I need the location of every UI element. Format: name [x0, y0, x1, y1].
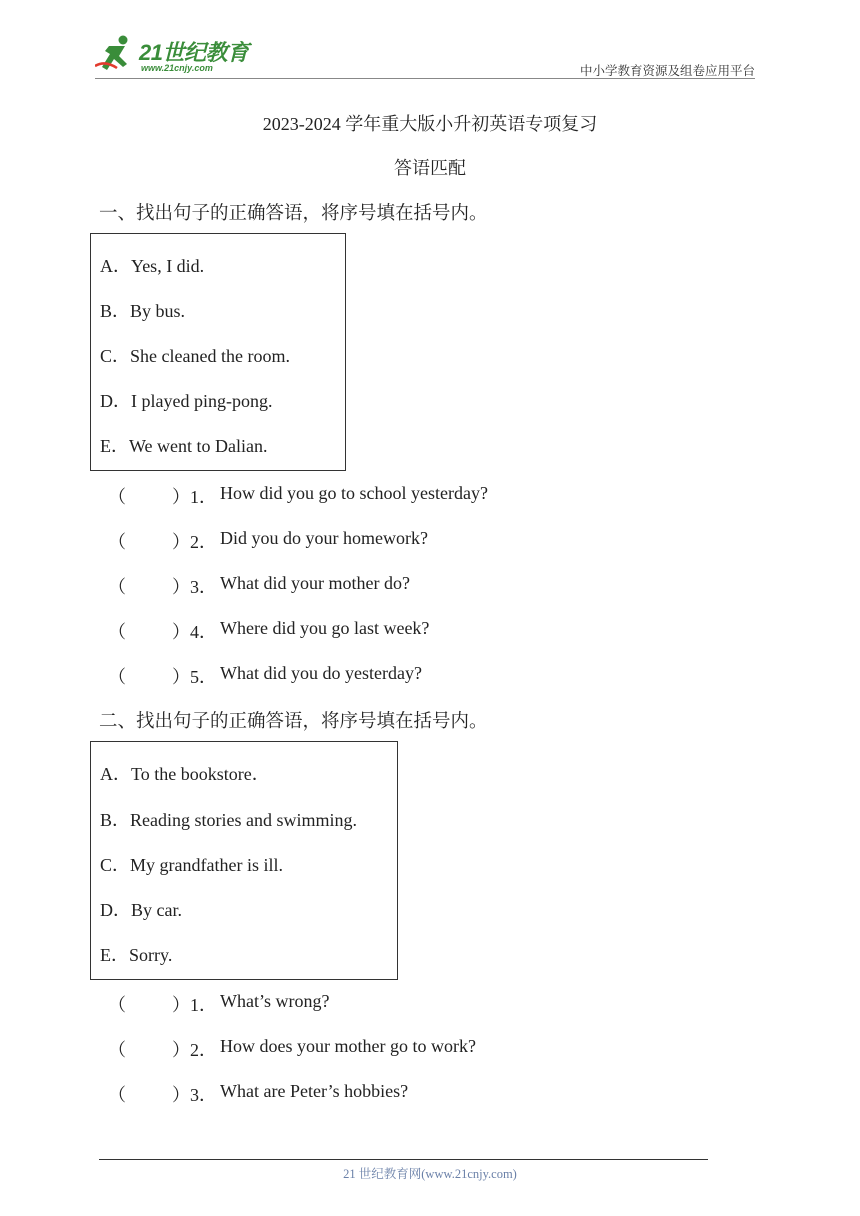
question-text: What did you do yesterday?	[220, 663, 422, 683]
question-number: 2．	[190, 1040, 217, 1060]
answer-paren-open[interactable]: （	[108, 995, 126, 1015]
answer-paren-open[interactable]: （	[108, 1040, 126, 1060]
choice-item: E．Sorry.	[100, 945, 173, 965]
question-number: 4．	[190, 622, 217, 642]
page-title: 2023-2024 学年重大版小升初英语专项复习	[262, 114, 598, 134]
answer-paren-open[interactable]: （	[108, 532, 126, 552]
site-logo	[95, 34, 265, 78]
runner-logo-icon	[95, 34, 139, 74]
choice-item: A．To the bookstore．	[100, 764, 270, 784]
answer-paren-open[interactable]: （	[108, 667, 126, 687]
choice-item: B．By bus.	[100, 301, 186, 321]
choice-item: D．I played ping-pong.	[100, 391, 273, 411]
section-2-choices-box	[90, 741, 398, 980]
section-2-heading: 二、找出句子的正确答语，将序号填在括号内。	[99, 712, 488, 732]
question-text: What did your mother do?	[220, 573, 410, 593]
logo-text: 21世纪教育	[139, 40, 249, 65]
question-text: What are Peter’s hobbies?	[220, 1081, 409, 1101]
choice-item: D．By car.	[100, 900, 182, 920]
section-1-choices-box	[90, 233, 346, 471]
question-text: Where did you go last week?	[220, 618, 430, 638]
question-text: Did you do your homework?	[220, 528, 428, 548]
section-1-heading: 一、找出句子的正确答语，将序号填在括号内。	[99, 204, 488, 224]
answer-paren-close: ）	[172, 532, 190, 552]
question-number: 5．	[190, 667, 217, 687]
question-number: 3．	[190, 577, 217, 597]
answer-paren-open[interactable]: （	[108, 487, 126, 507]
footer-divider	[99, 1159, 708, 1160]
answer-paren-open[interactable]: （	[108, 577, 126, 597]
question-number: 2．	[190, 532, 217, 552]
question-number: 1．	[190, 995, 217, 1015]
answer-paren-close: ）	[172, 1040, 190, 1060]
header-divider	[95, 78, 755, 79]
question-text: How does your mother go to work?	[220, 1036, 476, 1056]
question-text: What’s wrong?	[220, 991, 330, 1011]
answer-paren-close: ）	[172, 995, 190, 1015]
choice-item: A．Yes, I did.	[100, 256, 205, 276]
answer-paren-close: ）	[172, 1085, 190, 1105]
answer-paren-close: ）	[172, 487, 190, 507]
choice-item: E．We went to Dalian.	[100, 436, 268, 456]
logo-url: www.21cnjy.com	[141, 63, 213, 73]
choice-item: C．My grandfather is ill.	[100, 855, 283, 875]
choice-item: C．She cleaned the room.	[100, 346, 290, 366]
page-subtitle: 答语匹配	[394, 158, 466, 178]
platform-text: 中小学教育资源及组卷应用平台	[579, 64, 755, 78]
answer-paren-open[interactable]: （	[108, 1085, 126, 1105]
answer-paren-close: ）	[172, 667, 190, 687]
footer-link[interactable]: 21 世纪教育网(www.21cnjy.com)	[343, 1167, 517, 1181]
answer-paren-open[interactable]: （	[108, 622, 126, 642]
question-number: 3．	[190, 1085, 217, 1105]
question-number: 1．	[190, 487, 217, 507]
question-text: How did you go to school yesterday?	[220, 483, 488, 503]
answer-paren-close: ）	[172, 622, 190, 642]
choice-item: B．Reading stories and swimming.	[100, 810, 357, 830]
answer-paren-close: ）	[172, 577, 190, 597]
